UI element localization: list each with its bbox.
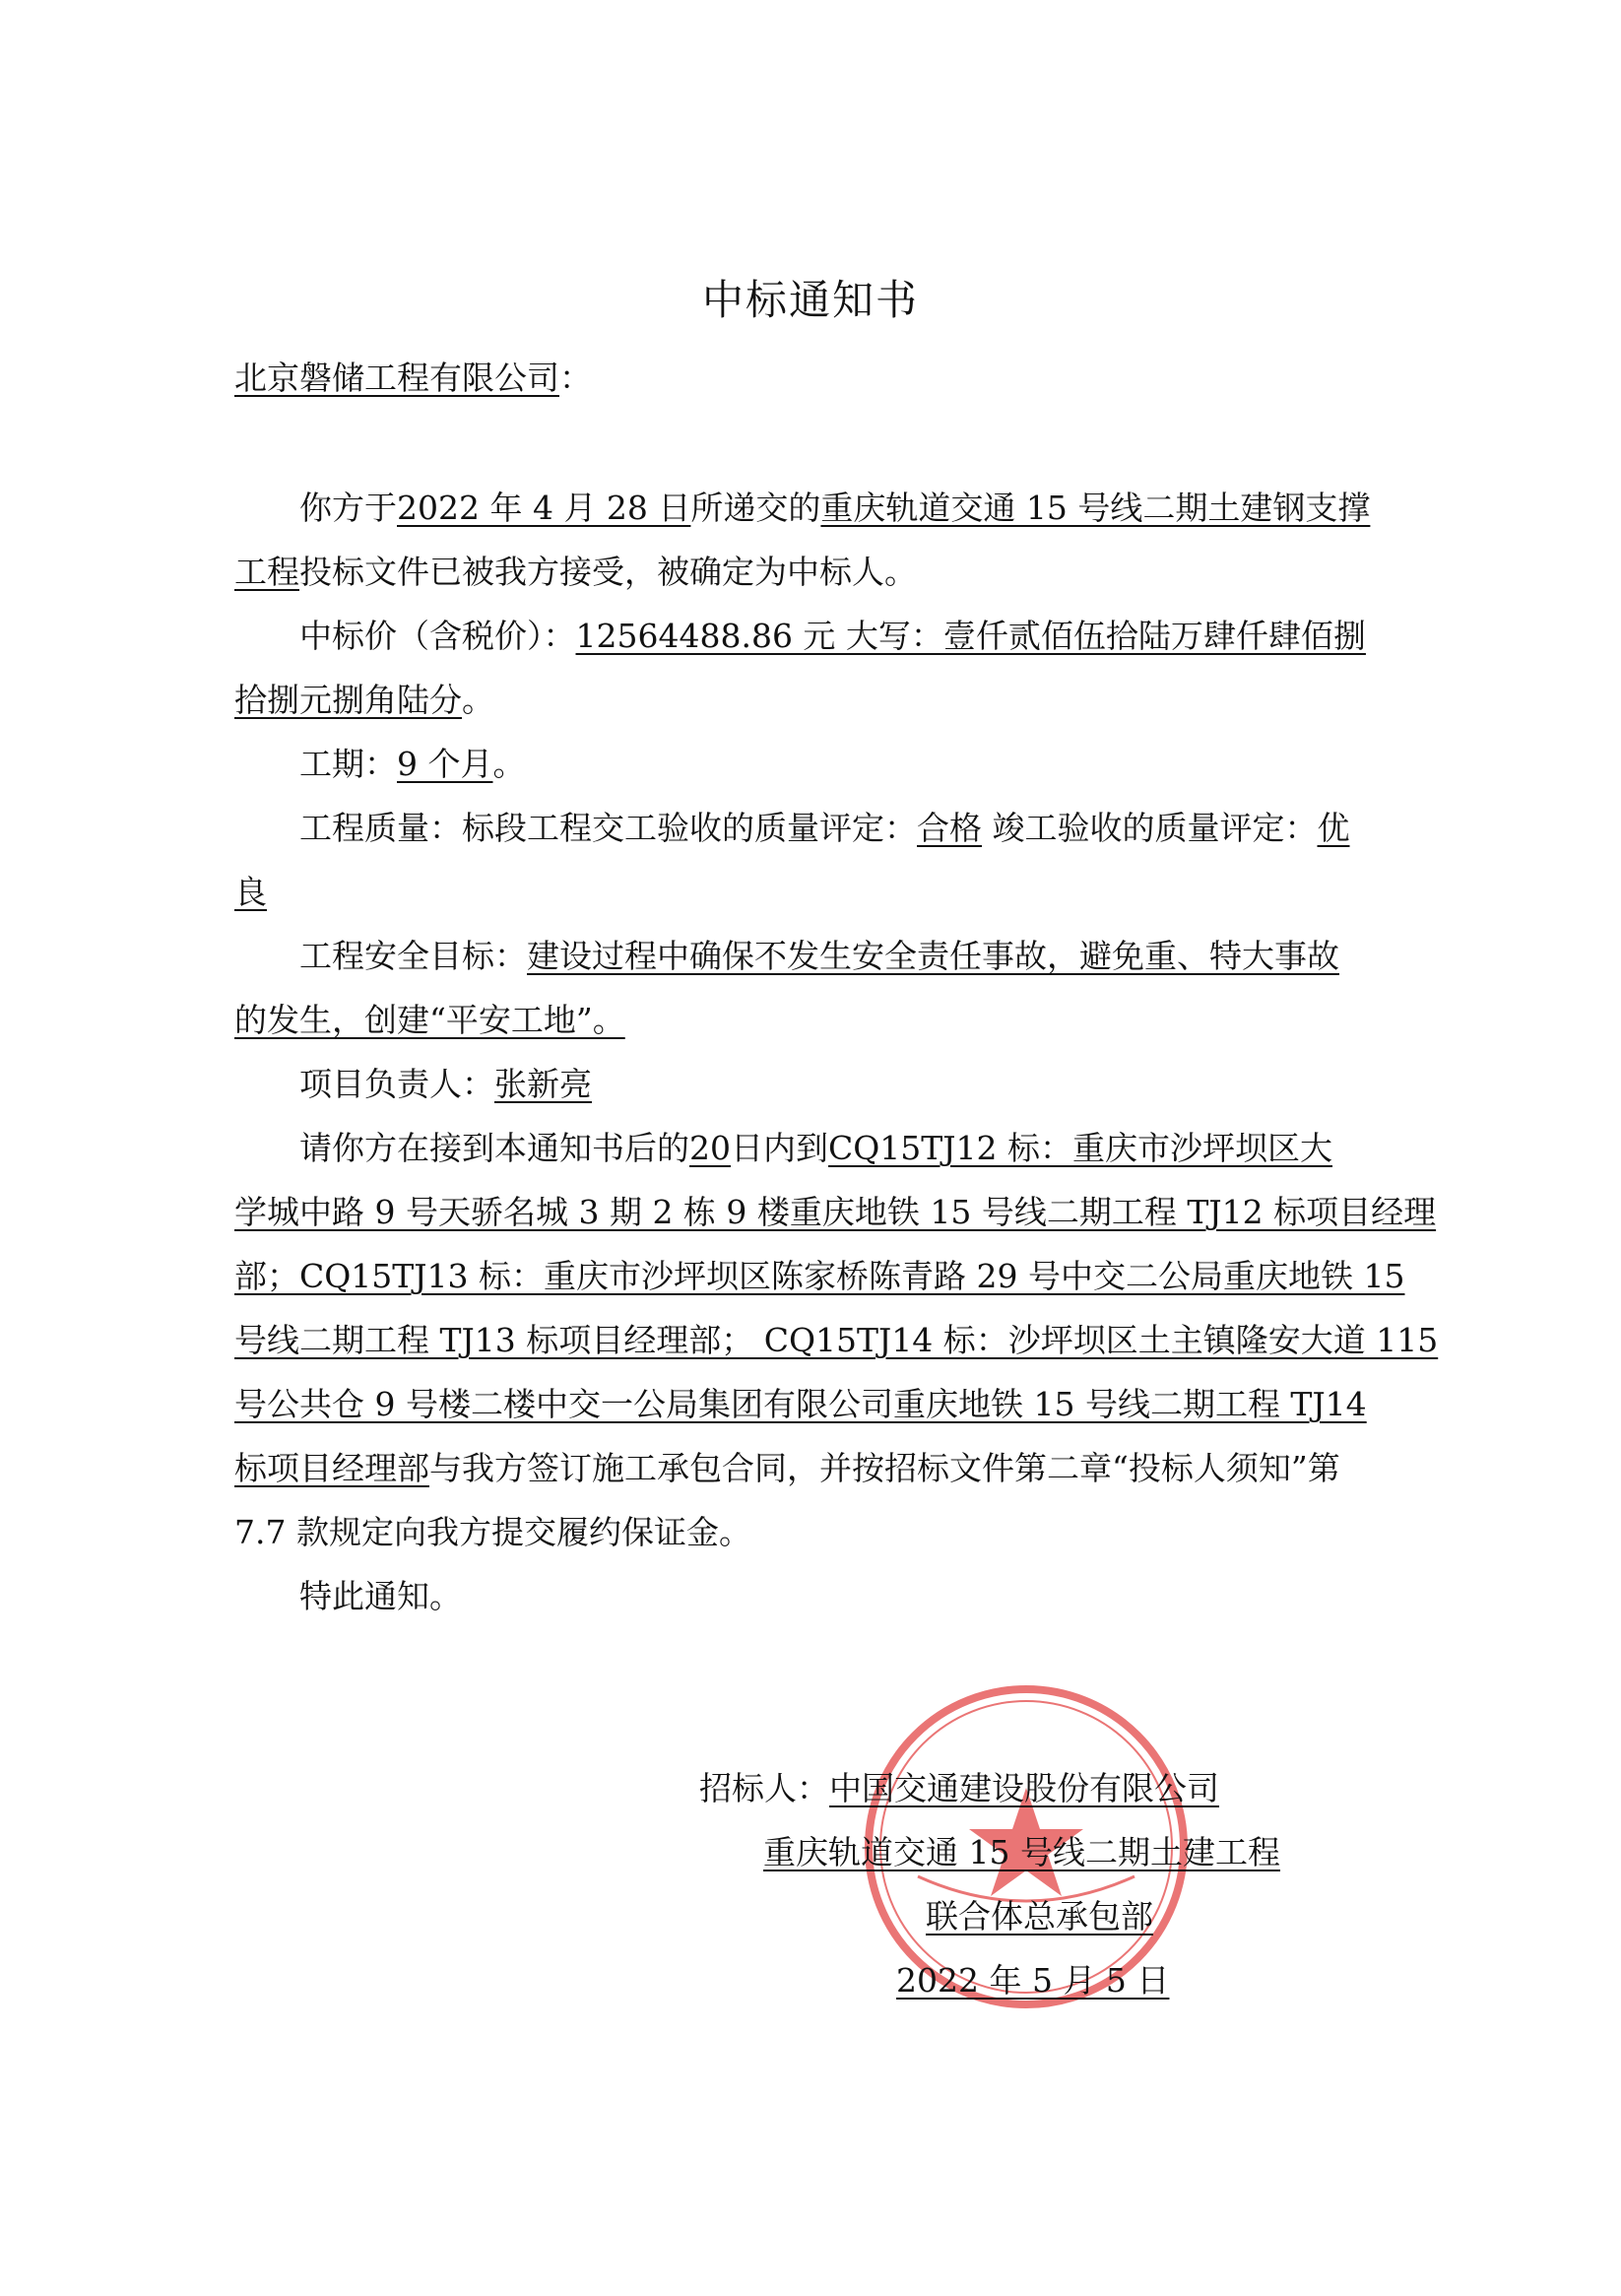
quality-line1 (299, 803, 1350, 849)
contract-line2 (234, 1187, 1436, 1233)
contract-text3: 与我方签订施工承包合同，并按招标文件第二章“投标人须知”第 (429, 1449, 1340, 1487)
period-line (299, 739, 526, 785)
signature-label: 招标人： (699, 1769, 829, 1807)
signature-date-value: 2022 年 5 月 5 日 (896, 1961, 1170, 2000)
contract-line6 (234, 1443, 1340, 1489)
safety-line1 (299, 931, 1339, 977)
period-value: 9 个月 (397, 745, 493, 783)
contract-location-cont: 号公共仓 9 号楼二楼中交一公局集团有限公司重庆地铁 15 号线二期工程 TJ14 (234, 1385, 1367, 1423)
contract-location-cont: 号线二期工程 TJ13 标项目经理部； CQ15TJ14 标：沙坪坝区土主镇隆安大道 115 (234, 1321, 1439, 1359)
quality-acceptance: 合格 (917, 809, 982, 847)
contract-location-cont: 部；CQ15TJ13 标：重庆市沙坪坝区陈家桥陈青路 29 号中交二公局重庆地铁 15 (234, 1257, 1405, 1295)
price-end: 。 (462, 681, 494, 719)
contract-line4 (234, 1315, 1438, 1361)
contract-days: 20 (689, 1129, 731, 1167)
para1-text3: 投标文件已被我方接受，被确定为中标人。 (299, 553, 917, 591)
price-amount-cont: 拾捌元捌角陆分 (234, 681, 462, 719)
para1-text2: 所递交的 (690, 489, 821, 527)
signature-line1 (699, 1763, 1219, 1809)
safety-label: 工程安全目标： (299, 937, 527, 975)
contract-line1 (299, 1123, 1332, 1169)
quality-label: 工程质量：标段工程交工验收的质量评定： (299, 809, 917, 847)
price-label: 中标价（含税价）： (299, 617, 576, 655)
recipient-name: 北京磐储工程有限公司 (234, 359, 559, 397)
contract-location-cont: 标项目经理部 (234, 1449, 429, 1487)
contract-text2: 日内到 (731, 1129, 828, 1167)
contract-line7 (234, 1507, 751, 1553)
contract-location: CQ15TJ12 标：重庆市沙坪坝区大 (828, 1129, 1333, 1167)
safety-goal-cont: 的发生，创建“平安工地”。 (234, 1001, 625, 1039)
quality-completion: 优 (1317, 809, 1350, 847)
period-label: 工期： (299, 745, 397, 783)
safety-line2 (234, 995, 625, 1041)
contract-line3 (234, 1251, 1404, 1297)
price-line1 (299, 611, 1366, 657)
para1-text: 你方于 (299, 489, 397, 527)
para1-line2 (234, 547, 917, 593)
contract-text4: 7.7 款规定向我方提交履约保证金。 (234, 1513, 751, 1551)
manager-name: 张新亮 (494, 1065, 592, 1103)
quality-line2 (234, 867, 267, 913)
signature-org-cont: 重庆轨道交通 15 号线二期土建工程 (763, 1833, 1280, 1871)
period-end: 。 (492, 745, 526, 783)
recipient-line (234, 353, 592, 399)
manager-label: 项目负责人： (299, 1065, 494, 1103)
signature-date (896, 1955, 1169, 2001)
signature-org: 中国交通建设股份有限公司 (829, 1769, 1219, 1807)
notice-end: 特此通知。 (299, 1577, 462, 1615)
para1-line1 (299, 483, 1370, 529)
quality-completion-cont: 良 (234, 873, 267, 911)
submission-date: 2022 年 4 月 28 日 (397, 489, 691, 527)
quality-mid: 竣工验收的质量评定： (982, 809, 1318, 847)
contract-location-cont: 学城中路 9 号天骄名城 3 期 2 栋 9 楼重庆地铁 15 号线二期工程 TJ12 标项目经理 (234, 1193, 1437, 1231)
price-amount: 12564488.86 元 大写：壹仟贰佰伍拾陆万肆仟肆佰捌 (575, 617, 1366, 655)
recipient-suffix: ： (559, 359, 592, 397)
signature-line3 (926, 1891, 1153, 1937)
contract-text: 请你方在接到本通知书后的 (299, 1129, 689, 1167)
signature-org-cont: 联合体总承包部 (926, 1897, 1153, 1935)
project-name: 重庆轨道交通 15 号线二期土建钢支撑 (820, 489, 1371, 527)
project-name-cont: 工程 (234, 553, 299, 591)
contract-line5 (234, 1379, 1367, 1425)
page-title: 中标通知书 (701, 276, 919, 324)
safety-goal: 建设过程中确保不发生安全责任事故，避免重、特大事故 (527, 937, 1339, 975)
manager-line (299, 1059, 592, 1105)
signature-line2 (763, 1827, 1280, 1873)
price-line2 (234, 675, 494, 721)
